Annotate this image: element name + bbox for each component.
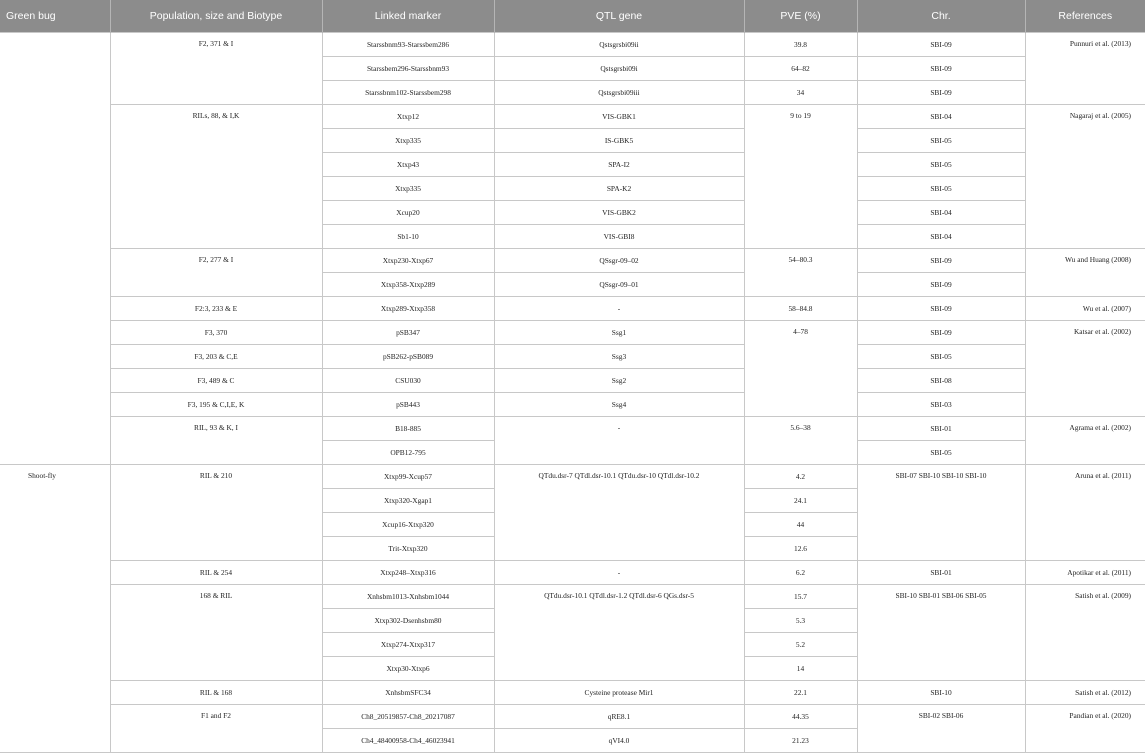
qtl-cell: Ssg1 xyxy=(494,321,744,345)
marker-cell: Ch4_48400958-Ch4_46023941 xyxy=(322,729,494,753)
header-pve: PVE (%) xyxy=(744,0,857,33)
marker-cell: Xtxp274-Xtxp317 xyxy=(322,633,494,657)
marker-cell: Xtxp335 xyxy=(322,177,494,201)
marker-cell: pSB347 xyxy=(322,321,494,345)
qtl-cell: - xyxy=(494,561,744,585)
qtl-cell: SPA-K2 xyxy=(494,177,744,201)
population-cell: F1 and F2 xyxy=(110,705,322,753)
qtl-cell: QSsgr-09–02 xyxy=(494,249,744,273)
qtl-cell: Ssg3 xyxy=(494,345,744,369)
marker-cell: Xtxp230-Xtxp67 xyxy=(322,249,494,273)
population-cell: F2, 277 & I xyxy=(110,249,322,297)
chr-cell: SBI-04 xyxy=(857,105,1025,129)
qtl-cell: SPA-I2 xyxy=(494,153,744,177)
qtl-cell: - xyxy=(494,297,744,321)
chr-cell: SBI-08 xyxy=(857,369,1025,393)
marker-cell: Xtxp335 xyxy=(322,129,494,153)
population-cell: F2:3, 233 & E xyxy=(110,297,322,321)
chr-cell: SBI-07 SBI-10 SBI-10 SBI-10 xyxy=(857,465,1025,561)
reference-cell: Katsar et al. (2002) xyxy=(1025,321,1145,417)
population-cell: RIL, 93 & K, I xyxy=(110,417,322,465)
population-cell: F3, 489 & C xyxy=(110,369,322,393)
table-row xyxy=(0,345,1145,369)
population-cell: RIL & 254 xyxy=(110,561,322,585)
header-row xyxy=(0,0,1145,33)
table-row xyxy=(0,33,1145,57)
reference-cell: Aruna et al. (2011) xyxy=(1025,465,1145,561)
header-linked-marker: Linked marker xyxy=(322,0,494,33)
pve-cell: 58–84.8 xyxy=(744,297,857,321)
population-cell: RIL & 210 xyxy=(110,465,322,561)
qtl-cell: VIS-GBK1 xyxy=(494,105,744,129)
population-cell: F3, 195 & C,I,E, K xyxy=(110,393,322,417)
reference-cell: Satish et al. (2009) xyxy=(1025,585,1145,681)
qtl-cell: IS-GBK5 xyxy=(494,129,744,153)
chr-cell: SBI-10 xyxy=(857,681,1025,705)
marker-cell: Starssbnm102-Starssbem298 xyxy=(322,81,494,105)
pve-cell: 14 xyxy=(744,657,857,681)
header-green-bug: Green bug xyxy=(0,0,110,33)
chr-cell: SBI-09 xyxy=(857,81,1025,105)
chr-cell: SBI-10 SBI-01 SBI-06 SBI-05 xyxy=(857,585,1025,681)
pve-cell: 12.6 xyxy=(744,537,857,561)
pve-cell: 5.3 xyxy=(744,609,857,633)
population-cell: F3, 203 & C,E xyxy=(110,345,322,369)
header-qtl-gene: QTL gene xyxy=(494,0,744,33)
table-row xyxy=(0,465,1145,489)
marker-cell: pSB443 xyxy=(322,393,494,417)
marker-cell: OPB12-795 xyxy=(322,441,494,465)
chr-cell: SBI-09 xyxy=(857,57,1025,81)
marker-cell: Xtxp320-Xgap1 xyxy=(322,489,494,513)
chr-cell: SBI-01 xyxy=(857,561,1025,585)
marker-cell: CSU030 xyxy=(322,369,494,393)
pve-cell: 9 to 19 xyxy=(744,105,857,249)
qtl-cell: Qstsgrsbi09i xyxy=(494,57,744,81)
chr-cell: SBI-05 xyxy=(857,177,1025,201)
marker-cell: Xtxp289-Xtxp358 xyxy=(322,297,494,321)
table-row xyxy=(0,393,1145,417)
chr-cell: SBI-09 xyxy=(857,297,1025,321)
table-row xyxy=(0,681,1145,705)
reference-cell: Satish et al. (2012) xyxy=(1025,681,1145,705)
population-cell: RILs, 88, & I,K xyxy=(110,105,322,249)
pve-cell: 39.8 xyxy=(744,33,857,57)
pve-cell: 5.6–38 xyxy=(744,417,857,465)
marker-cell: B18-885 xyxy=(322,417,494,441)
qtl-cell: QSsgr-09–01 xyxy=(494,273,744,297)
pve-cell: 54–80.3 xyxy=(744,249,857,297)
marker-cell: Xtxp12 xyxy=(322,105,494,129)
bug-cell: Shoot-fly xyxy=(0,465,110,753)
marker-cell: Starssbnm93-Starssbem286 xyxy=(322,33,494,57)
chr-cell: SBI-09 xyxy=(857,249,1025,273)
header-references: References xyxy=(1025,0,1145,33)
pve-cell: 34 xyxy=(744,81,857,105)
table-row xyxy=(0,705,1145,729)
reference-cell: Apotikar et al. (2011) xyxy=(1025,561,1145,585)
qtl-cell: QTdu.dsr-10.1 QTdl.dsr-1.2 QTdl.dsr-6 QGs.dsr-5 xyxy=(494,585,744,681)
qtl-cell: Cysteine protease Mir1 xyxy=(494,681,744,705)
reference-cell: Wu and Huang (2008) xyxy=(1025,249,1145,297)
reference-cell: Wu et al. (2007) xyxy=(1025,297,1145,321)
pve-cell: 64–82 xyxy=(744,57,857,81)
pve-cell: 4–78 xyxy=(744,321,857,417)
pve-cell: 24.1 xyxy=(744,489,857,513)
qtl-cell: Qstsgrsbi09ii xyxy=(494,33,744,57)
qtl-cell: VIS-GBK2 xyxy=(494,201,744,225)
marker-cell: Xtxp43 xyxy=(322,153,494,177)
marker-cell: Xtxp99-Xcup57 xyxy=(322,465,494,489)
qtl-cell: - xyxy=(494,417,744,465)
qtl-cell: Qstsgrsbi09iii xyxy=(494,81,744,105)
table-row xyxy=(0,321,1145,345)
chr-cell: SBI-01 xyxy=(857,417,1025,441)
table-row xyxy=(0,585,1145,609)
qtl-cell: VIS-GBI8 xyxy=(494,225,744,249)
marker-cell: Xnhsbm1013-Xnhsbm1044 xyxy=(322,585,494,609)
marker-cell: Starssbem296-Starssbnm93 xyxy=(322,57,494,81)
marker-cell: Xtxp302-Dsenhsbm80 xyxy=(322,609,494,633)
marker-cell: Ch8_20519857-Ch8_20217087 xyxy=(322,705,494,729)
reference-cell: Nagaraj et al. (2005) xyxy=(1025,105,1145,249)
bug-cell xyxy=(0,33,110,465)
pve-cell: 44 xyxy=(744,513,857,537)
chr-cell: SBI-05 xyxy=(857,153,1025,177)
marker-cell: Xtxp30-Xtxp6 xyxy=(322,657,494,681)
pve-cell: 22.1 xyxy=(744,681,857,705)
population-cell: 168 & RIL xyxy=(110,585,322,681)
chr-cell: SBI-04 xyxy=(857,201,1025,225)
qtl-cell: qVI4.0 xyxy=(494,729,744,753)
chr-cell: SBI-05 xyxy=(857,345,1025,369)
population-cell: F3, 370 xyxy=(110,321,322,345)
chr-cell: SBI-09 xyxy=(857,273,1025,297)
chr-cell: SBI-09 xyxy=(857,321,1025,345)
qtl-cell: QTdu.dsr-7 QTdl.dsr-10.1 QTdu.dsr-10 QTdl.dsr-10.2 xyxy=(494,465,744,561)
marker-cell: Xtxp358-Xtxp289 xyxy=(322,273,494,297)
population-cell: RIL & 168 xyxy=(110,681,322,705)
table-row xyxy=(0,249,1145,273)
pve-cell: 44.35 xyxy=(744,705,857,729)
marker-cell: pSB262-pSB089 xyxy=(322,345,494,369)
marker-cell: Xtxp248–Xtxp316 xyxy=(322,561,494,585)
marker-cell: Xcup20 xyxy=(322,201,494,225)
table-row xyxy=(0,105,1145,129)
marker-cell: Xcup16-Xtxp320 xyxy=(322,513,494,537)
table-row xyxy=(0,417,1145,441)
table-row xyxy=(0,561,1145,585)
chr-cell: SBI-04 xyxy=(857,225,1025,249)
chr-cell: SBI-05 xyxy=(857,129,1025,153)
chr-cell: SBI-03 xyxy=(857,393,1025,417)
table-row xyxy=(0,297,1145,321)
pve-cell: 6.2 xyxy=(744,561,857,585)
pve-cell: 21.23 xyxy=(744,729,857,753)
qtl-cell: Ssg2 xyxy=(494,369,744,393)
qtl-cell: Ssg4 xyxy=(494,393,744,417)
chr-cell: SBI-09 xyxy=(857,33,1025,57)
pve-cell: 5.2 xyxy=(744,633,857,657)
reference-cell: Agrama et al. (2002) xyxy=(1025,417,1145,465)
marker-cell: Sb1-10 xyxy=(322,225,494,249)
header-population: Population, size and Biotype xyxy=(110,0,322,33)
qtl-cell: qRE8.1 xyxy=(494,705,744,729)
reference-cell: Pandian et al. (2020) xyxy=(1025,705,1145,753)
marker-cell: XnhsbmSFC34 xyxy=(322,681,494,705)
marker-cell: Trit-Xtxp320 xyxy=(322,537,494,561)
header-chr: Chr. xyxy=(857,0,1025,33)
table-row xyxy=(0,369,1145,393)
chr-cell: SBI-02 SBI-06 xyxy=(857,705,1025,753)
chr-cell: SBI-05 xyxy=(857,441,1025,465)
pve-cell: 15.7 xyxy=(744,585,857,609)
reference-cell: Punnuri et al. (2013) xyxy=(1025,33,1145,105)
population-cell: F2, 371 & I xyxy=(110,33,322,105)
pve-cell: 4.2 xyxy=(744,465,857,489)
